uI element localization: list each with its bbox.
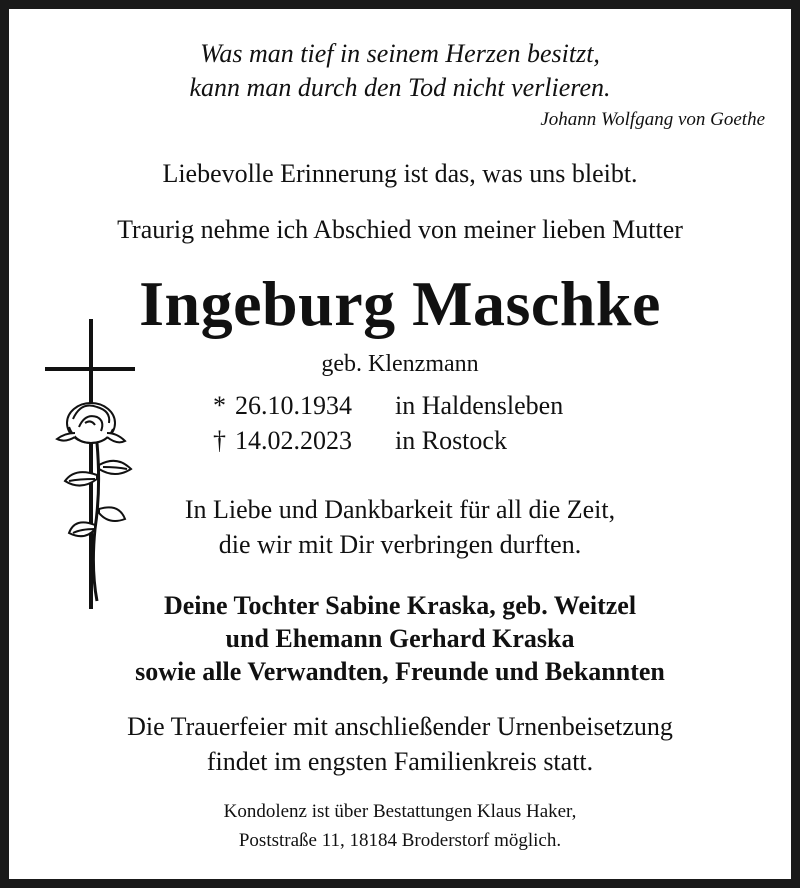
death-date: 14.02.2023 <box>235 426 352 455</box>
rose-bloom <box>57 403 125 443</box>
deceased-name: Ingeburg Maschke <box>139 268 661 339</box>
birth-place: in Haldensleben <box>395 391 564 420</box>
ceremony-line-1: Die Trauerfeier mit anschließender Urnenbeisetzung <box>127 712 673 741</box>
condolence-line-2: Poststraße 11, 18184 Broderstorf möglich. <box>238 830 562 851</box>
cross-horizontal-beam <box>45 367 135 371</box>
birth-line <box>213 391 563 421</box>
death-line <box>213 426 507 456</box>
cross-with-rose-icon <box>45 319 141 611</box>
maiden-name: geb. Klenzmann <box>321 351 479 377</box>
mourner-line-3: sowie alle Verwandten, Freunde und Bekannten <box>135 657 665 686</box>
rose-stem <box>93 443 98 601</box>
quote-author: Johann Wolfgang von Goethe <box>540 109 765 130</box>
condolence-line-1: Kondolenz ist über Bestattungen Klaus Haker, <box>223 801 577 822</box>
dedication-line-1: In Liebe und Dankbarkeit für all die Zeit, <box>184 495 616 524</box>
death-symbol: † <box>213 426 226 455</box>
remembrance-line: Liebevolle Erinnerung ist das, was uns bleibt. <box>162 159 638 188</box>
quote-line-1: Was man tief in seinem Herzen besitzt, <box>200 39 600 68</box>
death-place: in Rostock <box>395 426 507 455</box>
mourner-line-1: Deine Tochter Sabine Kraska, geb. Weitzel <box>163 591 637 620</box>
dedication-line-2: die wir mit Dir verbringen durften. <box>218 530 582 559</box>
ceremony-line-2: findet im engsten Familienkreis statt. <box>206 747 594 776</box>
quote-line-2: kann man durch den Tod nicht verlieren. <box>189 73 611 102</box>
birth-date: 26.10.1934 <box>235 391 352 420</box>
farewell-line: Traurig nehme ich Abschied von meiner lieben Mutter <box>117 215 683 244</box>
mourner-line-2: und Ehemann Gerhard Kraska <box>225 624 575 653</box>
birth-symbol: * <box>213 391 226 420</box>
